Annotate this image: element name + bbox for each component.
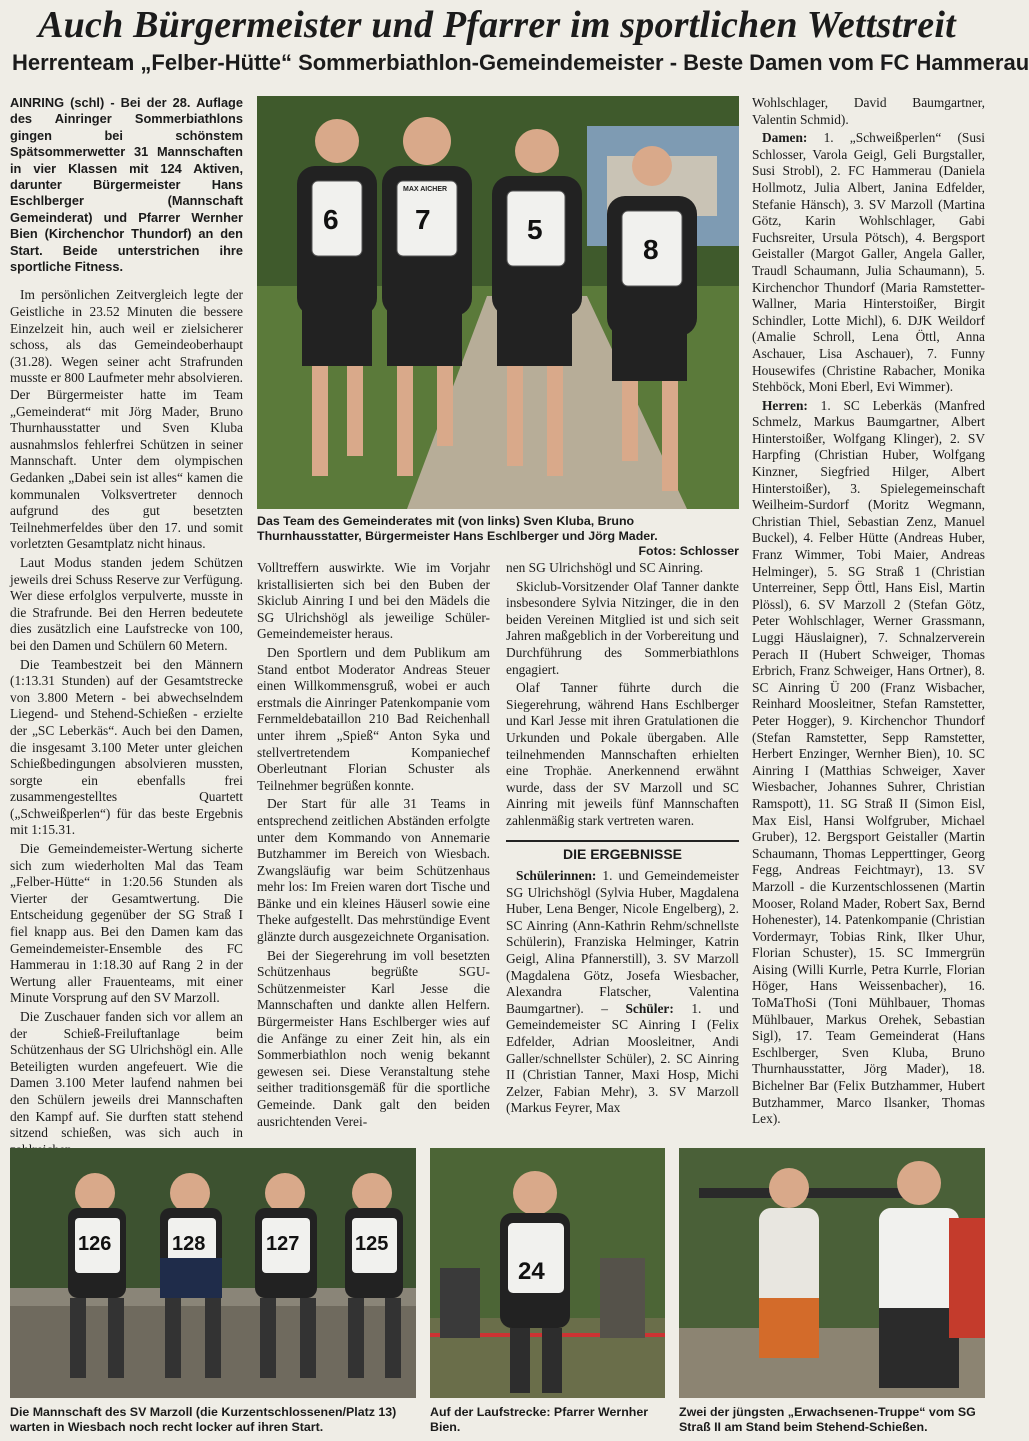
- article-column-1: [10, 95, 243, 1141]
- results-heading: DIE ERGEBNISSE: [506, 840, 739, 863]
- paragraph: Der Start für alle 31 Teams in entsprechend zeitlichen Abständen erfolgte unter dem Kommando von Annemarie Butzhammer im Bereich von Wiesbach. Zwangsläufig war beim Schützenhaus mehr los: Im Freien waren dort Tische und Bänke und ein kleines Häuserl sowie eine Theke aufgestellt. Das mehrstündige Event glänzte durch ausgezeichnete Organisation.: [257, 796, 490, 945]
- results-text: 1. und Gemeindemeister SC Ainring I (Felix Edfelder, Adrian Moosleitner, Andi Galler/schnellster Schüler), 2. SC Ainring II (Christian Tanner, Maxi Hosp, Michi Zelzer, Fabian Mehr), 3. SV Marzoll (Markus Feyrer, Max: [506, 1000, 739, 1116]
- headline: Auch Bürgermeister und Pfarrer im sportlichen Wettstreit: [38, 4, 956, 46]
- bottom-left-caption: Die Mannschaft des SV Marzoll (die Kurzentschlossenen/Platz 13) warten in Wiesbach noch recht locker auf ihren Start.: [10, 1405, 397, 1434]
- paragraph: Laut Modus standen jedem Schützen jeweils drei Schuss Reserve zur Verfügung. Wer diese erfolglos verpulverte, musste in die Strafrunde. Bei den Herren bedeutete dies zusätzlich eine Laufstrecke von 100, bei den Damen und Schülern 60 Metern.: [10, 554, 243, 653]
- results-label: Schüler:: [625, 1000, 674, 1016]
- bib-number: 6: [323, 204, 339, 235]
- paragraph: Im persönlichen Zeitvergleich legte der Geistliche in 23.52 Minuten die bessere Einzelzeit hin, auch weil er zielsicherer schoss, als das Gemeindeoberhaupt (31.28). Wegen seiner acht Strafrunden musste er 800 Laufmeter mehr absolvieren. Der Bürgermeister hatte im Team „Gemeinderat“ mit Jörg Mader, Bruno Thurnhausstatter und Sven Kluba ausnahmslos fehlerfrei Schützen in seiner Mannschaft. Unter dem olympischen Gedanken „Dabei sein ist alles“ kamen die kommunalen Volksvertreter dennoch aufgrund des gut besetzten Teilnehmerfeldes über den 17. und somit vorletzten Gesamtplatz nicht hinaus.: [10, 287, 243, 552]
- main-photo-caption: [257, 514, 739, 559]
- article-column-4: [752, 95, 985, 1140]
- bib-number: 125: [355, 1233, 389, 1255]
- paragraph: Skiclub-Vorsitzender Olaf Tanner dankte insbesondere Sylvia Nitzinger, die in den beiden Vereinen Mitglied ist und sich seit Jahren maßgeblich in der Vorbereitung und Durchführung des Sommerbiathlons engagiert.: [506, 578, 739, 677]
- bib-number: 24: [518, 1258, 545, 1285]
- bib-number: 5: [527, 214, 543, 245]
- paragraph: Olaf Tanner führte durch die Siegerehrung, während Hans Eschlberger und Karl Jesse mit ihren Gratulationen die Urkunden und Pokale übergaben. Alle teilnehmenden Mannschaften erhielten eine Trophäe. Anerkennend erwähnt wurde, dass der SV Marzoll und SC Ainring mit jeweils fünf Mannschaften zahlenmäßig stark vertreten waren.: [506, 680, 739, 828]
- paragraph: Die Gemeindemeister-Wertung sicherte sich zum wiederholten Mal das Team „Felber-Hütte“ in 1:20.56 Stunden als Vierter der Gesamtwertung. Die Entscheidung gegenüber der SG Straß I fiel knapp aus. Bei den Damen kam das Gemeindemeister-Ensemble des FC Hammerau in 1:18.30 auf Rang 2 in der Wertung aller Frauenteams, mit einer Minute Vorsprung auf den SV Marzoll.: [10, 841, 243, 1006]
- results-label: Herren:: [762, 397, 808, 413]
- runners-photo: [257, 96, 739, 509]
- paragraph: Die Zuschauer fanden sich vor allem an der Schieß-Freiluftanlage beim Schützenhaus der SG Ulrichshögl ein. Alle Beteiligten wurden angefeuert. Wie die Damen 3.100 Meter laufend nahmen bei den Schülern jeweils drei Mannschaften den Kampf auf. Sie durften statt stehend sitzend schießen, was sich auch in: [10, 1009, 243, 1141]
- article-column-3: [506, 560, 739, 1140]
- bib-number: 8: [643, 234, 659, 265]
- results-text: 1. und Gemeindemeister SG Ulrichshögl (Sylvia Huber, Magdalena Huber, Lena Benger, Nicole Engelberg), 2. SC Ainring (Ann-Kathrin Rehm/schnellste Schülerin), Franziska Helminger, Katrin Geigl, Alina Pfannerstill), 3. SV Marzoll (Magdalena Götz, Josefa Wiesbacher, Alexandra Flatscher, Valentina Baumgartner). –: [506, 868, 739, 1016]
- results-label: Damen:: [762, 130, 808, 146]
- bib-number: 126: [78, 1233, 112, 1255]
- article-lead: AINRING (schl) - Bei der 28. Auflage des Ainringer Sommerbiathlons gingen bei schönstem Spätsommerwetter 31 Mannschaften in vier Klassen mit 124 Aktiven, darunter Bürgermeister Hans Eschlberger (Mannschaft Gemeinderat) und Pfarrer Wernher Bien (Kirchenchor Thundorf) an den Start. Beide unterstrichen ihre sportliche Fitness.: [10, 95, 243, 275]
- bib-number: 7: [415, 204, 431, 235]
- bib-number: 128: [172, 1233, 206, 1255]
- results-paragraph: [752, 398, 985, 1128]
- paragraph: nen SG Ulrichshögl und SC Ainring.: [506, 560, 704, 575]
- article-column-2: [257, 560, 490, 1140]
- results-paragraph: [506, 868, 739, 1117]
- results-label: Schülerinnen:: [516, 868, 597, 884]
- bib-number: 127: [266, 1233, 300, 1255]
- sponsor-label: MAX AICHER: [403, 186, 448, 193]
- paragraph: Bei der Siegerehrung im voll besetzten Schützenhaus begrüßte SGU-Schützenmeister Karl Jesse die Mannschaften und dankte allen Helfern. Bürgermeister Hans Eschlberger wies auf die Anfänge zu einer Zeit hin, als ein Sommerbiathlon noch wenig bekannt gewesen sei. Diese Veranstaltung stehe seither traditionsgemäß für die sportliche Gemeinde. Dank galt den beiden ausrichtenden Verei-: [257, 947, 490, 1129]
- bottom-left-photo: [10, 1148, 416, 1398]
- team-sitting-photo: [10, 1148, 416, 1398]
- runner-photo: [430, 1148, 665, 1398]
- paragraph: Wohlschlager, David Baumgartner, Valentin Schmid).: [752, 95, 985, 127]
- bottom-right-photo: [679, 1148, 985, 1398]
- paragraph: Den Sportlern und dem Publikum am Stand entbot Moderator Andreas Steuer einen Willkommensgruß, wobei er auch erstmals die Ainringer Patenkompanie vom Fernmeldebataillon 210 Bad Reichenhall unter ihrem „Spieß“ Anton Syka und stellvertretendem Kompaniechef Oberleutnant Florian Schuster als Teilnehmer begrüßen konnte.: [257, 644, 490, 793]
- results-text: 1. SC Leberkäs (Manfred Schmelz, Markus Baumgartner, Albert Hinterstoißer, Wolfgang Klinger), 2. SV Harpfing (Christian Huber, Wolfgang Kinzner, Siegfried Hilger, Albert Hinterstoißer), 3. Spielegemeinschaft Weilheim-Surdorf (Moritz Wegmann, Christian Thiel, Sebastian Zenz, Manuel Buckel), 4. Felber Hütte (Andreas Huber, Franz Wimmer, Tobi Maier, Andreas Helminger), 5. SG Straß 1 (Christian Unterreiner, Sepp Öttl, Hans Eisl, Martin Plössl), 6. SV Marzoll 2 (Stefan Götz, Peter Wohlschlager, Werner Grassmann, Luggi Häuslaigner), 7. Schnalzerverein Perach II (Hubert Schweiger, Thomas Erbrich, Franz Schweiger, Hans Ortner), 8. SC Ainring Ü 200 (Franz Wisbacher, Reinhard Moosleitner, Stefan Ramstetter, Peter Hogger), 9. Kirchenchor Thundorf (Stefan Ramstetter, Sepp Ramstetter, Herbert Enzinger, Wernher Bien), 10. SC Ainring I (Matthias Schweiger, Xaver Wiesbacher, Johannes Suhrer, Christian Ramspott), 11. SG Straß II (Simon Eisl, Max Eisl, Hansi Wolfgruber, Michael Gruber), 12. Bergsport Geistaller (Martin Schaumann, Thomas Lepperttinger, Georg Fegg, Andreas Feichtmayr), 13. SV Marzoll - die Kurzentschlossenen (Martin Mooser, Roland Mader, Robert Sax, Bernd Hohenester), 14. Patenkompanie (Christian Vordermayr, Tobias Rink, Ilker Uhur, Florian Schuster), 15. SC Immergrün Aising (Willi Kurrle, Petra Kurrle, Florian Höger, Hans Weissenbacher), 16. ToMaThoSi (Toni Mühlbauer, Thomas Mühlbauer, Markus Orehek, Sebastian Sigl), 17. Team Gemeinderat (Hans Eschlberger, Sven Kluba, Bruno Thurnhausstatter, Jörg Mader), 18. Bichelner Bar (Felix Butzhammer, Hubert Butzhammer, Marco Ilsanker, Thomas Lex).: [752, 397, 985, 1127]
- photo-credit: Fotos: Schlosser: [638, 544, 739, 558]
- shooting-photo: [679, 1148, 985, 1398]
- subheadline: Herrenteam „Felber-Hütte“ Sommerbiathlon-Gemeindemeister - Beste Damen vom FC Hammerau: [12, 50, 1029, 75]
- results-paragraph: [752, 130, 985, 396]
- bottom-middle-photo: [430, 1148, 665, 1398]
- bottom-middle-caption: Auf der Laufstrecke: Pfarrer Wernher Bien.: [430, 1405, 649, 1434]
- caption-text: Das Team des Gemeinderates mit (von links) Sven Kluba, Bruno Thurnhausstatter, Bürgermeister Hans Eschlberger und Jörg Mader.: [257, 514, 658, 543]
- paragraph: Die Teambestzeit bei den Männern (1:13.31 Stunden) auf der Gesamtstrecke von 3.800 Metern - bei abwechselndem Liegend- und Stehend-Schießen - erzielte der „SC Leberkäs“. Auch bei den Damen, die insgesamt 3.100 Meter unter gleichen Schießbedingungen absolvieren mussten, sorgte ein ebenfalls frei zusammengestelltes Quartett („Schweißperlen“) für das beste Ergebnis mit 1:15.31.: [10, 656, 243, 838]
- main-photo: [257, 96, 739, 509]
- results-text: 1. „Schweißperlen“ (Susi Schlosser, Varola Geigl, Geli Burgstaller, Susi Strobl), 2. FC Hammerau (Daniela Hollmotz, Julia Albert, Janina Edfelder, Stefanie Hänsch), 3. SV Marzoll (Martina Götz, Karin Wohlschlager, Gabi Fuchsreiter, Ursula Pötsch), 4. Bergsport Geistaller (Margot Galler, Angela Galler, Traudl Schaumann, Julia Schaumann), 5. Kirchenchor Thundorf (Maria Ramstetter-Wallner, Maria Hinterstoißer, Birgit Schindler, Lotte Michl), 6. DJK Weildorf (Amalie Schroll, Lena Öttl, Anna Aschauer, Lisa Aschauer), 7. Funny Housewifes (Christine Rabacher, Monika Stehböck, Moni Eberl, Evi Wimmer).: [752, 130, 985, 395]
- paragraph: Volltreffern auswirkte. Wie im Vorjahr kristallisierten sich bei den Buben der Skiclub Ainring I und bei den Mädels die SG Ulrichshögl als jeweilige Schüler-Gemeindemeister heraus.: [257, 560, 490, 642]
- bottom-right-caption: Zwei der jüngsten „Erwachsenen-Truppe“ vom SG Straß II am Stand beim Stehend-Schießen.: [679, 1405, 976, 1434]
